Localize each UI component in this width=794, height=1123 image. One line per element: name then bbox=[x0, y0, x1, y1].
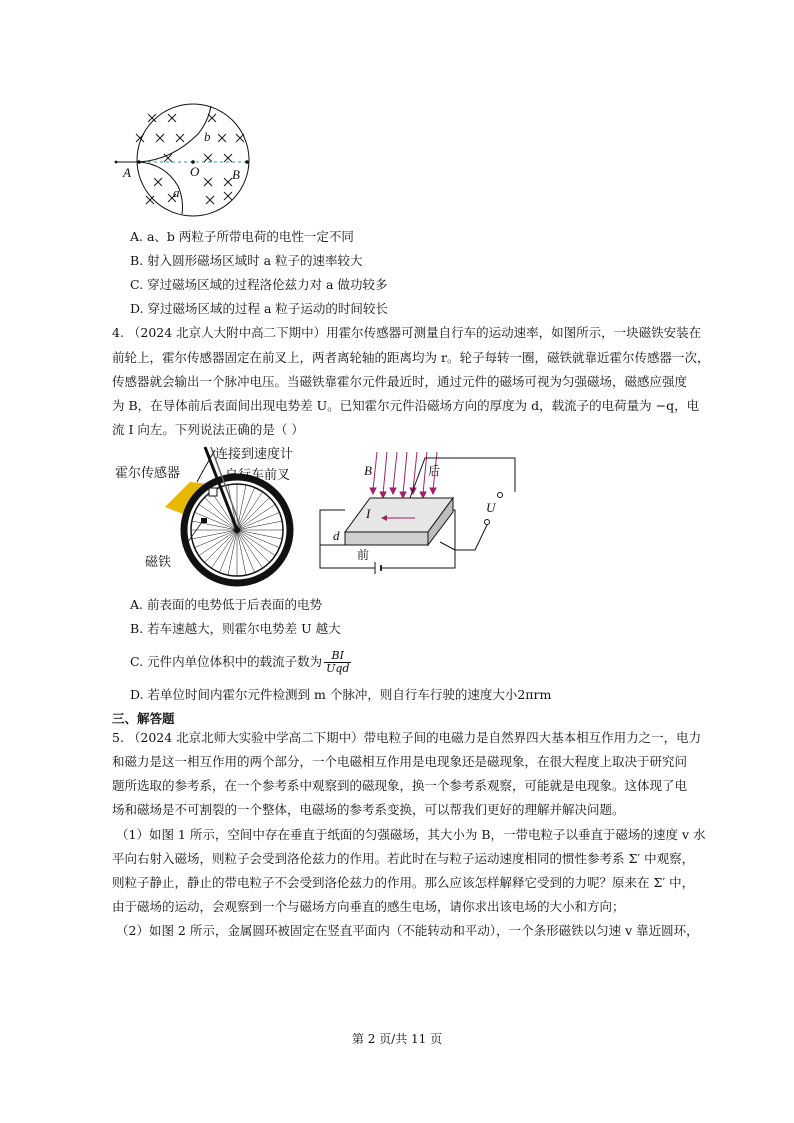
label-B-field: B bbox=[364, 463, 372, 478]
label-a: a bbox=[173, 185, 180, 200]
b-field-arrowhead bbox=[370, 488, 376, 494]
fraction-numerator: BI bbox=[324, 650, 351, 663]
figure-bicycle-wheel bbox=[115, 442, 305, 592]
q4-option-a: A. 前表面的电势低于后表面的电势 bbox=[130, 597, 322, 612]
b-field-arrow bbox=[393, 452, 397, 490]
q5-line-3: 题所选取的参考系，在一个参考系中观察到的磁现象，换一个参考系观察，可能就是电现象。这体现了电 bbox=[112, 778, 688, 793]
label-magnet: 磁铁 bbox=[145, 555, 172, 570]
q3-option-a: A. a、b 两粒子所带电荷的电性一定不同 bbox=[130, 229, 354, 244]
b-field-arrowhead bbox=[400, 492, 406, 498]
q3-option-d: D. 穿过磁场区域的过程 a 粒子运动的时间较长 bbox=[130, 301, 388, 316]
b-field-arrowhead bbox=[420, 492, 426, 498]
wheel-spoke bbox=[237, 498, 270, 531]
b-field-arrow bbox=[383, 452, 387, 494]
b-field-arrow bbox=[373, 452, 377, 490]
wheel-spoke bbox=[205, 530, 238, 563]
q3-option-c: C. 穿过磁场区域的过程洛伦兹力对 a 做功较多 bbox=[130, 277, 388, 292]
hall-element-diagram bbox=[315, 450, 525, 585]
q5-line-4: 场和磁场是不可割裂的一个整体，电磁场的参考系变换，可以帮我们更好的理解并解决问题。 bbox=[112, 802, 625, 817]
q4-option-b: B. 若车速越大，则霍尔电势差 U 越大 bbox=[130, 621, 341, 636]
circular-field-diagram bbox=[110, 96, 260, 221]
b-field-arrowhead bbox=[390, 488, 396, 494]
label-U: U bbox=[486, 500, 496, 515]
q5-line-7: 则粒子静止，静止的带电粒子不会受到洛伦兹力的作用。那么应该怎样解释它受到的力呢？原来在 Σ′ 中， bbox=[112, 875, 695, 890]
label-front: 前 bbox=[357, 548, 370, 562]
q5-line-5: （1）如图 1 所示，空间中存在垂直于纸面的匀强磁场，其大小为 B，一带电粒子以垂直于磁场的速度 v 水 bbox=[116, 827, 706, 842]
label-O: O bbox=[190, 164, 200, 179]
label-connect-speedometer: 连接到速度计 bbox=[215, 447, 294, 462]
q4-line-2: 前轮上，霍尔传感器固定在前叉上，两者离轮轴的距离均为 r。轮子每转一圈，磁铁就靠近霍尔传感器一次， bbox=[112, 350, 710, 365]
q4-line-5: 流 I 向左。下列说法正确的是（ ） bbox=[112, 422, 304, 437]
section-heading: 三、解答题 bbox=[112, 711, 175, 726]
label-b: b bbox=[204, 129, 211, 144]
q5-line-6: 平向右射入磁场，则粒子会受到洛伦兹力的作用。若此时在与粒子运动速度相同的惯性参考系 Σ′ 中观察， bbox=[112, 851, 695, 866]
b-field-arrowhead bbox=[430, 488, 436, 494]
label-front-fork: 自行车前叉 bbox=[225, 468, 291, 483]
q5-line-2: 和磁力是这一相互作用的两个部分，一个电磁相互作用是电现象还是磁现象，在很大程度上取决于研究问 bbox=[112, 754, 688, 769]
q4-option-c-text: C. 元件内单位体积中的载流子数为 bbox=[130, 654, 323, 669]
b-field-arrow bbox=[403, 452, 407, 494]
q4-line-4: 为 B，在导体前后表面间出现电势差 U。已知霍尔元件沿磁场方向的厚度为 d，载流子的电荷量为 −q，电 bbox=[112, 398, 700, 413]
label-d: d bbox=[333, 528, 340, 543]
label-back: 后 bbox=[428, 464, 441, 478]
label-A: A bbox=[123, 165, 131, 180]
q5-line-1: 5. （2024 北京北师大实验中学高二下期中）带电粒子间的电磁力是自然界四大基本相互作用力之一，电力 bbox=[112, 730, 702, 745]
q4-option-d: D. 若单位时间内霍尔元件检测到 m 个脉冲，则自行车行驶的速度大小2πrm bbox=[130, 687, 552, 702]
q5-line-9: （2）如图 2 所示，金属圆环被固定在竖直平面内（不能转动和平动），一个条形磁铁以匀速 v 靠近圆环， bbox=[116, 923, 699, 938]
q5-line-8: 由于磁场的运动，会观察到一个与磁场方向垂直的感生电场，请你求出该电场的大小和方向； bbox=[112, 899, 625, 914]
q4-line-1: 4. （2024 北京人大附中高二下期中）用霍尔传感器可测量自行车的运动速率，如图所示，一块磁铁安装在 bbox=[112, 325, 702, 340]
b-field-arrowhead bbox=[380, 492, 386, 498]
label-B: B bbox=[232, 167, 240, 182]
q3-option-b: B. 射入圆形磁场区域时 a 粒子的速率较大 bbox=[130, 253, 363, 268]
figure-circular-field bbox=[110, 96, 260, 221]
label-I: I bbox=[366, 506, 371, 521]
wheel-spoke bbox=[237, 530, 270, 563]
page-footer: 第 2 页/共 11 页 bbox=[351, 1032, 443, 1046]
figure-hall-element bbox=[315, 450, 525, 585]
q4-line-3: 传感器就会输出一个脉冲电压。当磁铁靠霍尔元件最近时，通过元件的磁场可视为匀强磁场，磁感应强度 bbox=[112, 374, 688, 389]
fraction-denominator: Uqd bbox=[326, 662, 350, 675]
q4-option-c bbox=[130, 648, 353, 676]
label-hall-sensor: 霍尔传感器 bbox=[115, 466, 181, 481]
q4-option-c-fraction bbox=[324, 650, 351, 675]
